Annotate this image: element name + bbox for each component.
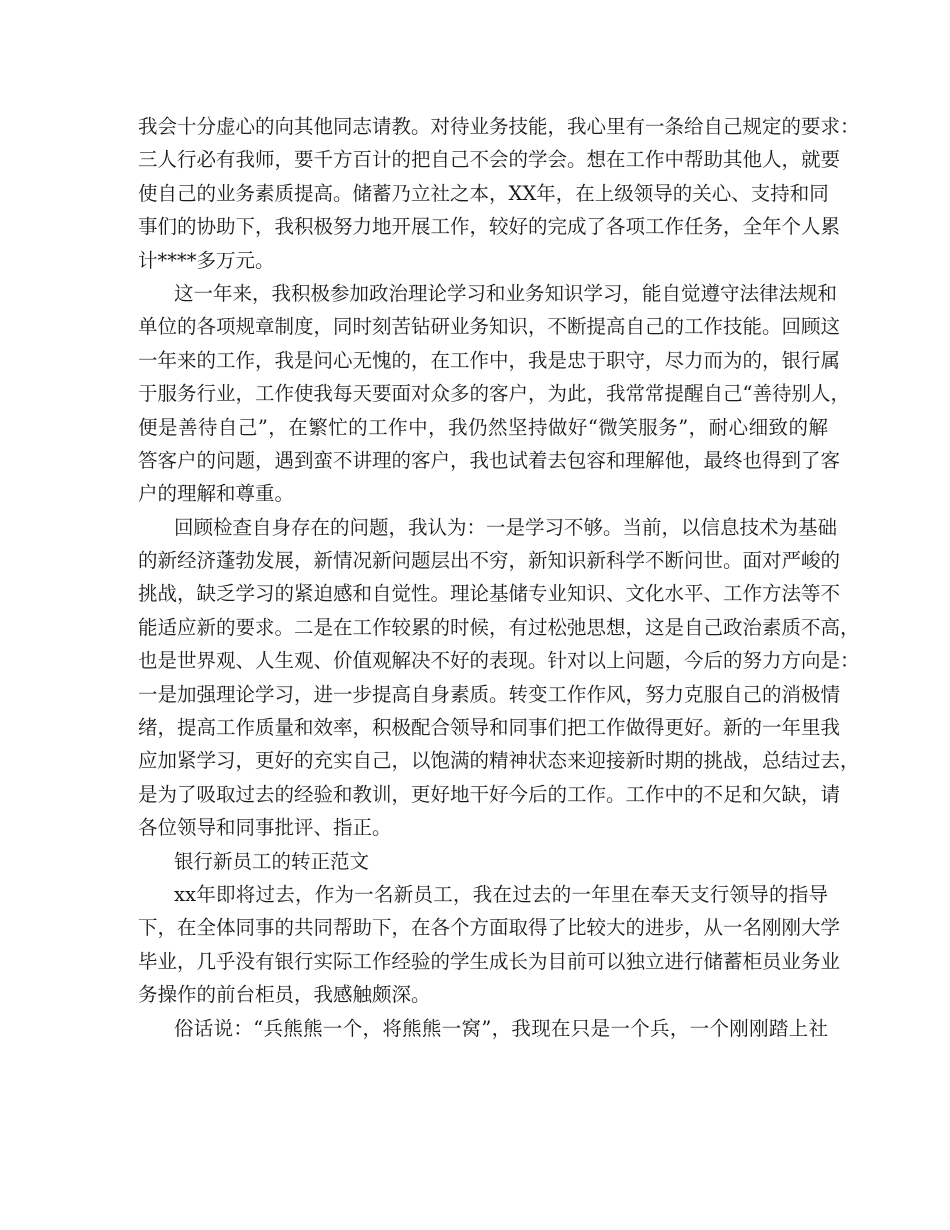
text-line: 回顾检查自身存在的问题，我认为：一是学习不够。当前，以信息技术为基础 [174,515,838,539]
text-line: 各位领导和同事批评、指正。 [138,816,392,840]
document-page [138,110,860,1045]
text-line: 事们的协助下，我积极努力地开展工作，较好的完成了各项工作任务，全年个人累 [138,215,841,239]
text-line: 户的理解和尊重。 [138,482,295,506]
text-line: 计****多万元。 [138,248,275,272]
text-line: 绪，提高工作质量和效率，积极配合领导和同事们把工作做得更好。新的一年里我 [138,716,841,740]
text-line: 于服务行业，工作使我每天要面对众多的客户，为此，我常常提醒自己“善待别人， [138,382,850,406]
text-line: 是为了吸取过去的经验和教训，更好地干好今后的工作。工作中的不足和欠缺，请 [138,782,841,806]
text-line: 使自己的业务素质提高。储蓄乃立社之本，XX年，在上级领导的关心、支持和同 [138,181,829,205]
text-line: 一是加强理论学习，进一步提高自身素质。转变工作作风，努力克服自己的消极情 [138,682,841,706]
text-line: 下，在全体同事的共同帮助下，在各个方面取得了比较大的进步，从一名刚刚大学 [138,916,841,940]
text-line: 一年来的工作，我是问心无愧的，在工作中，我是忠于职守，尽力而为的，银行属 [138,348,841,372]
text-line: 俗话说：“兵熊熊一个，将熊熊一窝”，我现在只是一个兵，一个刚刚踏上社 [174,1016,828,1040]
text-line: 挑战，缺乏学习的紧迫感和自觉性。理论基储专业知识、文化水平、工作方法等不 [138,582,841,606]
text-line: 务操作的前台柜员，我感触颇深。 [138,983,431,1007]
text-line: 的新经济蓬勃发展，新情况新问题层出不穷，新知识新科学不断问世。面对严峻的 [138,549,841,573]
text-line: 三人行必有我师，要千方百计的把自己不会的学会。想在工作中帮助其他人，就要 [138,148,841,172]
text-line: 单位的各项规章制度，同时刻苦钻研业务知识，不断提高自己的工作技能。回顾这 [138,315,841,339]
text-line: 应加紧学习，更好的充实自己，以饱满的精神状态来迎接新时期的挑战，总结过去， [138,749,860,773]
text-line: 答客户的问题，遇到蛮不讲理的客户，我也试着去包容和理解他，最终也得到了客 [138,448,841,472]
text-line: xx年即将过去，作为一名新员工，我在过去的一年里在奉天支行领导的指导 [174,882,828,906]
section-heading: 银行新员工的转正范文 [174,849,370,873]
text-line: 能适应新的要求。二是在工作较累的时候，有过松弛思想，这是自己政治素质不高， [138,615,860,639]
text-line: 也是世界观、人生观、价值观解决不好的表现。针对以上问题，今后的努力方向是： [138,649,860,673]
text-line: 我会十分虚心的向其他同志请教。对待业务技能，我心里有一条给自己规定的要求： [138,115,860,138]
text-line: 毕业，几乎没有银行实际工作经验的学生成长为目前可以独立进行储蓄柜员业务业 [138,949,841,973]
text-line: 便是善待自己”，在繁忙的工作中，我仍然坚持做好“微笑服务”，耐心细致的解 [138,415,828,439]
text-line: 这一年来，我积极参加政治理论学习和业务知识学习，能自觉遵守法律法规和 [174,281,838,305]
